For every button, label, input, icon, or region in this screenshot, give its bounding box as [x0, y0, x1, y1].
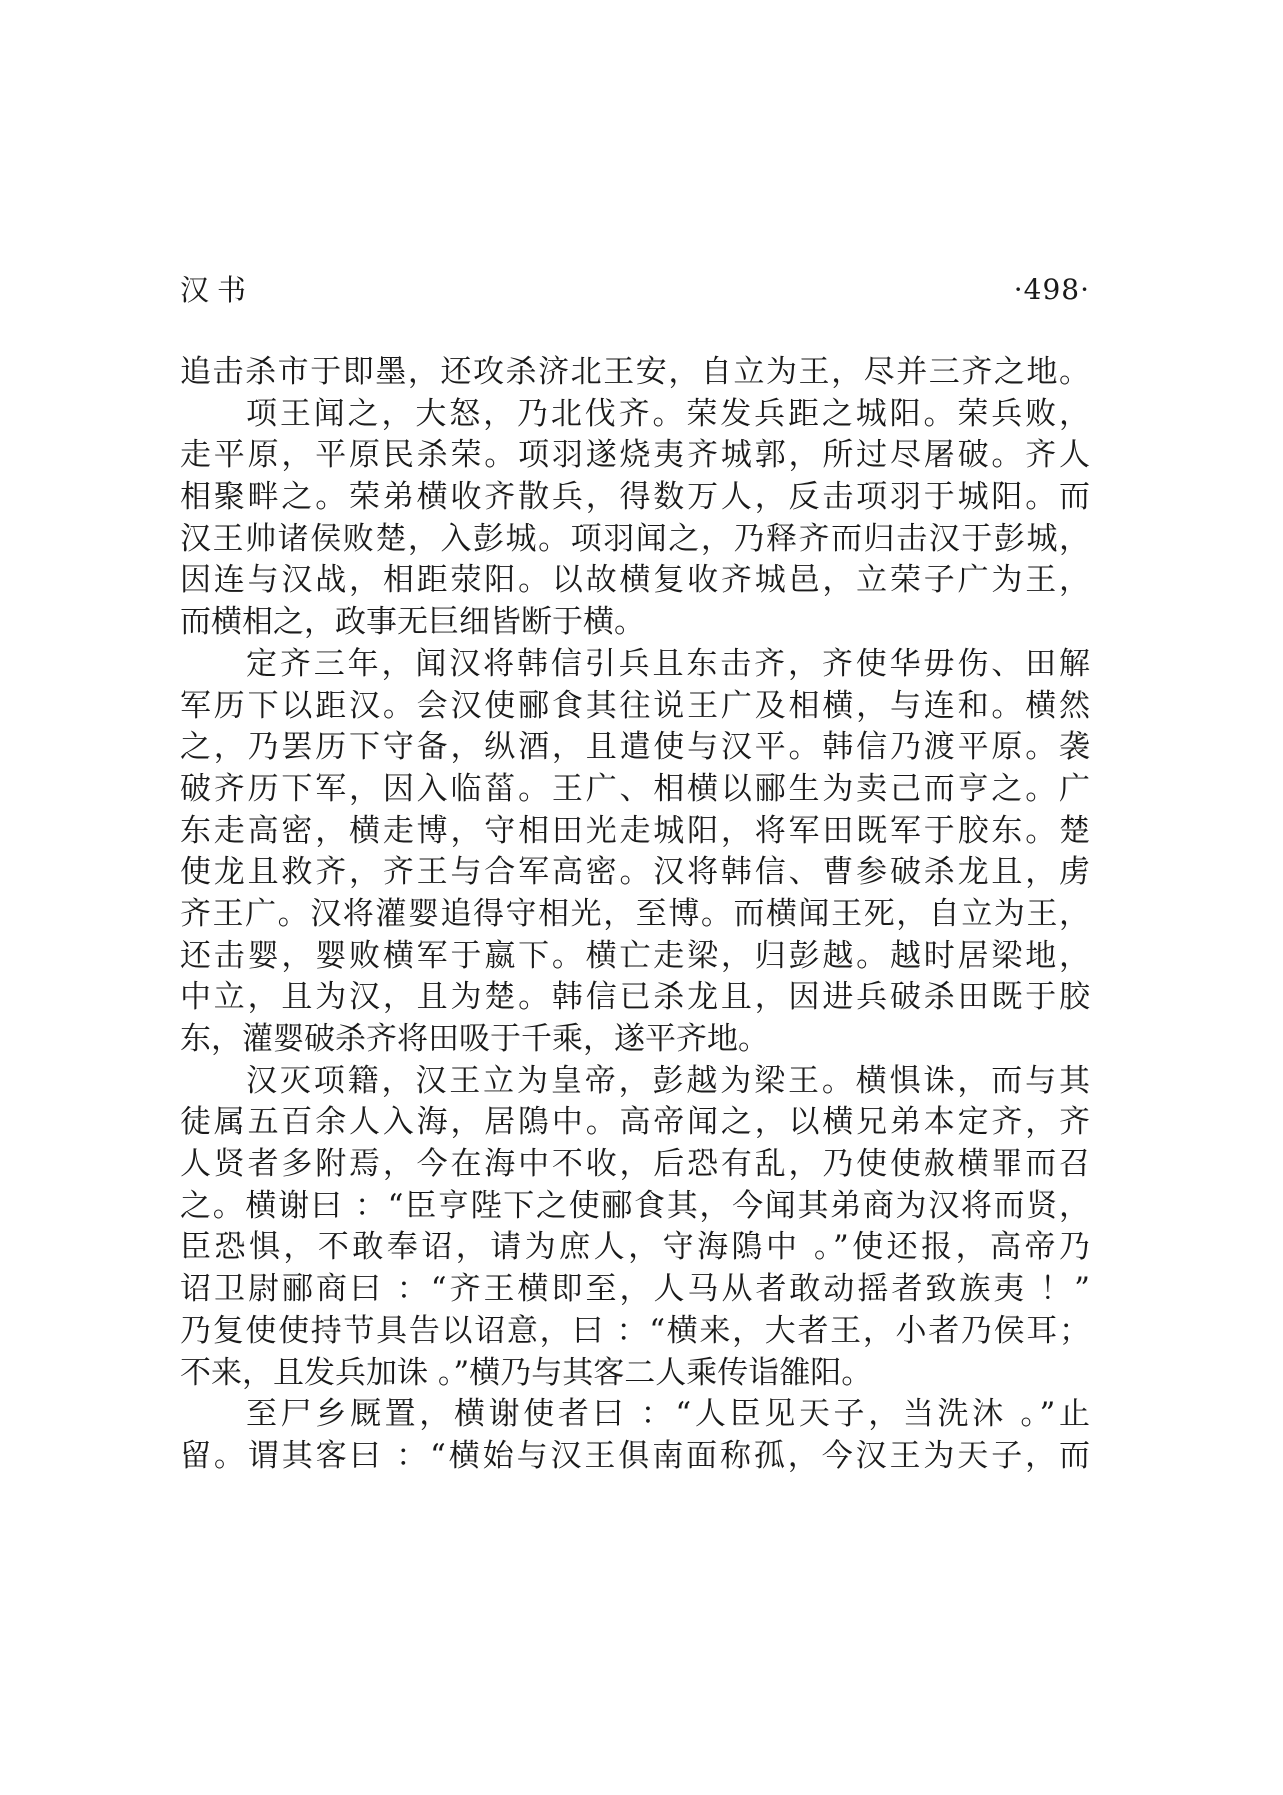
text-line: 使龙且救齐，齐王与合军高密。汉将韩信、曹参破杀龙且，虏: [180, 854, 1090, 891]
text-line: 汉王帅诸侯败楚，入彭城。项羽闻之，乃释齐而归击汉于彭城，: [180, 520, 1090, 557]
running-head: 汉书: [180, 273, 255, 307]
text-line: 不来，且发兵加诛 。”横乃与其客二人乘传诣雒阳。: [180, 1354, 873, 1391]
text-line: 定齐三年，闻汉将韩信引兵且东击齐，齐使华毋伤、田解: [246, 645, 1090, 682]
page-header: [180, 270, 1090, 320]
text-line: 追击杀市于即墨，还攻杀济北王安，自立为王，尽并三齐之地。: [180, 354, 1090, 390]
text-line: 而横相之，政事无巨细皆断于横。: [180, 604, 645, 641]
text-line: 东走高密，横走博，守相田光走城阳，将军田既军于胶东。楚: [180, 812, 1090, 849]
text-line: 军历下以距汉。会汉使郦食其往说王广及相横，与连和。横然: [180, 687, 1090, 724]
text-line: 臣恐惧，不敢奉诏，请为庶人，守海隝中 。”使还报，高帝乃: [180, 1229, 1090, 1266]
text-line: 项王闻之，大怒，乃北伐齐。荣发兵距之城阳。荣兵败，: [246, 395, 1090, 432]
text-line: 之。横谢曰 ：“臣亨陛下之使郦食其，今闻其弟商为汉将而贤，: [180, 1187, 1090, 1224]
text-line: 东，灌婴破杀齐将田吸于千乘，遂平齐地。: [180, 1021, 769, 1057]
text-line: 人贤者多附焉，今在海中不收，后恐有乱，乃使使赦横罪而召: [180, 1146, 1090, 1183]
text-line: 破齐历下军，因入临菑。王广、相横以郦生为卖己而亨之。广: [180, 770, 1090, 807]
text-line: 诏卫尉郦商曰 ：“齐王横即至，人马从者敢动摇者致族夷 ！”: [180, 1271, 1090, 1308]
body-text: [180, 352, 1090, 1478]
text-line: 因连与汉战，相距荥阳。以故横复收齐城邑，立荣子广为王，: [180, 562, 1090, 599]
text-line: 齐王广。汉将灌婴追得守相光，至博。而横闻王死，自立为王，: [180, 895, 1090, 932]
text-line: 至尸乡厩置，横谢使者曰 ：“人臣见天子，当洗沐 。”止: [246, 1396, 1090, 1433]
text-line: 乃复使使持节具告以诏意，曰 ：“横来，大者王，小者乃侯耳；: [180, 1312, 1090, 1349]
text-line: 汉灭项籍，汉王立为皇帝，彭越为梁王。横惧诛，而与其: [246, 1062, 1090, 1099]
text-line: 相聚畔之。荣弟横收齐散兵，得数万人，反击项羽于城阳。而: [180, 479, 1090, 516]
text-line: 留。谓其客曰 ：“横始与汉王俱南面称孤，今汉王为天子，而: [180, 1437, 1090, 1474]
text-line: 徒属五百余人入海，居隝中。高帝闻之，以横兄弟本定齐，齐: [180, 1104, 1090, 1141]
text-line: 中立，且为汉，且为楚。韩信已杀龙且，因进兵破杀田既于胶: [180, 979, 1090, 1016]
text-line: 之，乃罢历下守备，纵酒，且遣使与汉平。韩信乃渡平原。袭: [180, 729, 1090, 766]
text-line: 走平原，平原民杀荣。项羽遂烧夷齐城郭，所过尽屠破。齐人: [180, 437, 1090, 474]
page-number: ·498·: [1013, 273, 1090, 306]
text-line: 还击婴，婴败横军于嬴下。横亡走梁，归彭越。越时居梁地，: [180, 937, 1090, 974]
